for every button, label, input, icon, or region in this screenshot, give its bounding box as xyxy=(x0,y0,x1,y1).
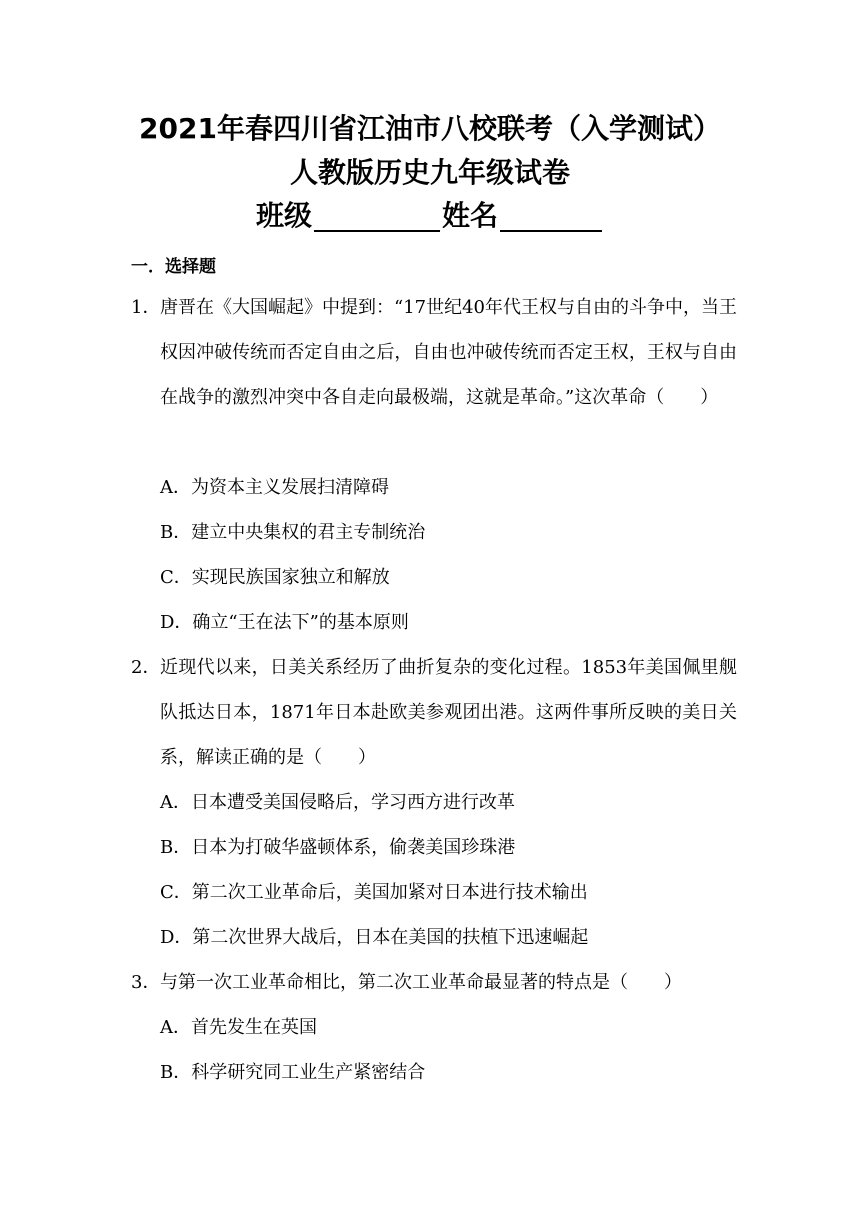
option-b: B．建立中央集权的君主专制统治 xyxy=(160,522,426,543)
option-c: C．第二次工业革命后，美国加紧对日本进行技术输出 xyxy=(160,882,588,903)
section-heading: 一．选择题 xyxy=(131,257,216,277)
option-a: A．首先发生在英国 xyxy=(160,1017,317,1038)
question-stem: 与第一次工业革命相比，第二次工业革命最显著的特点是（ ） xyxy=(160,972,682,993)
class-label: 班级 xyxy=(255,199,312,232)
question-number: 3． xyxy=(131,972,161,993)
option-a: A．日本遭受美国侵略后，学习西方进行改革 xyxy=(160,792,515,813)
student-info-line xyxy=(0,200,860,232)
option-b: B．科学研究同工业生产紧密结合 xyxy=(160,1062,426,1083)
option-d: D．第二次世界大战后，日本在美国的扶植下迅速崛起 xyxy=(160,927,589,948)
question-stem: 近现代以来，日美关系经历了曲折复杂的变化过程。1853年美国佩里舰队抵达日本，1871年日本赴欧美参观团出港。这两件事所反映的美日关系，解读正确的是（ ） xyxy=(160,657,737,768)
option-b: B．日本为打破华盛顿体系，偷袭美国珍珠港 xyxy=(160,837,516,858)
question-3 xyxy=(131,960,737,1005)
exam-title: 2021年春四川省江油市八校联考（入学测试） xyxy=(139,112,721,145)
class-blank xyxy=(314,202,440,232)
exam-subtitle: 人教版历史九年级试卷 xyxy=(289,156,570,189)
option-a: A．为资本主义发展扫清障碍 xyxy=(160,477,389,498)
question-number: 1． xyxy=(131,297,161,318)
name-blank xyxy=(500,202,602,232)
question-1 xyxy=(131,285,737,420)
option-d: D．确立“王在法下”的基本原则 xyxy=(160,612,409,633)
option-c: C．实现民族国家独立和解放 xyxy=(160,567,390,588)
question-2 xyxy=(131,645,737,780)
name-label: 姓名 xyxy=(442,199,499,232)
question-stem: 唐晋在《大国崛起》中提到：“17世纪40年代王权与自由的斗争中，当王权因冲破传统而否定自由之后，自由也冲破传统而否定王权，王权与自由在战争的激烈冲突中各自走向最极端，这就是革命。”这次革命（ ） xyxy=(160,297,738,408)
question-number: 2． xyxy=(131,657,161,678)
